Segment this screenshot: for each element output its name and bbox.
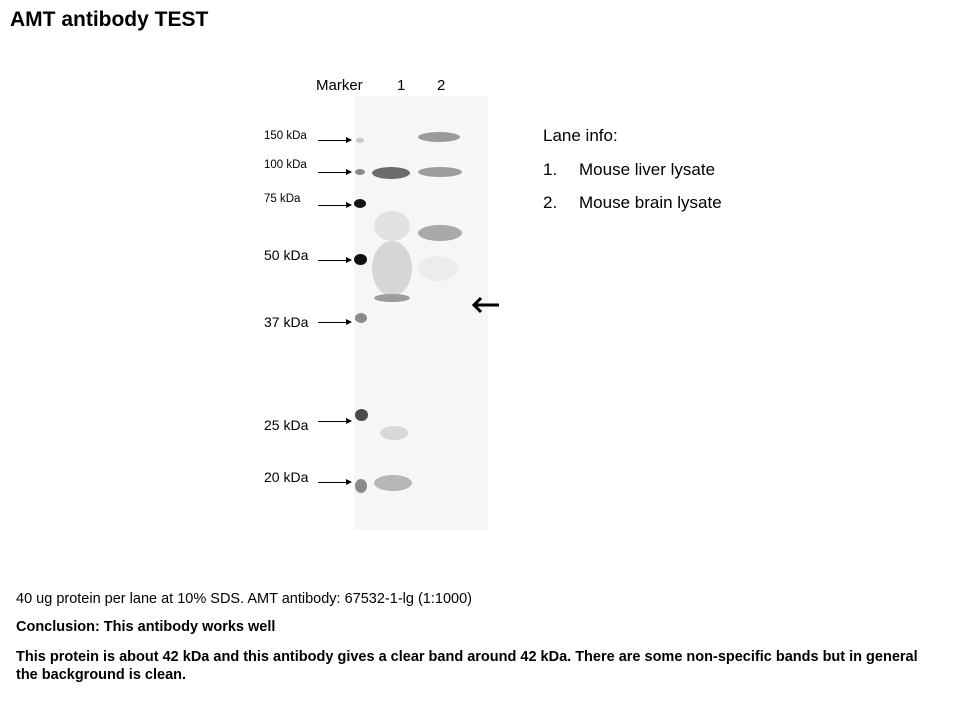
- mw-label-20: 20 kDa: [264, 469, 309, 485]
- mw-label-37: 37 kDa: [264, 314, 309, 330]
- lane-header-2: 2: [437, 77, 446, 94]
- lane-info-title: Lane info:: [543, 126, 618, 145]
- lane-header-marker: Marker: [316, 77, 363, 94]
- page-title: AMT antibody TEST: [10, 8, 209, 31]
- experiment-note: 40 ug protein per lane at 10% SDS. AMT antibody: 67532-1-lg (1:1000): [16, 591, 472, 607]
- target-band-arrow-icon: [470, 296, 502, 314]
- lane-header-1: 1: [397, 77, 406, 94]
- lane-info-label: Mouse brain lysate: [579, 193, 722, 212]
- lane-info-label: Mouse liver lysate: [579, 160, 716, 179]
- western-blot-image: [354, 96, 488, 530]
- conclusion: Conclusion: This antibody works well: [16, 619, 276, 635]
- mw-label-100: 100 kDa: [264, 159, 307, 171]
- lane-info-number: 1.: [543, 160, 558, 179]
- conclusion-detail: This protein is about 42 kDa and this antibody gives a clear band around 42 kDa. There are some non-specific bands but in general the background is clean.: [16, 649, 918, 683]
- lane-info-number: 2.: [543, 193, 558, 212]
- mw-label-50: 50 kDa: [264, 247, 309, 263]
- mw-label-75: 75 kDa: [264, 193, 301, 205]
- mw-label-150: 150 kDa: [264, 130, 307, 142]
- mw-label-25: 25 kDa: [264, 417, 309, 433]
